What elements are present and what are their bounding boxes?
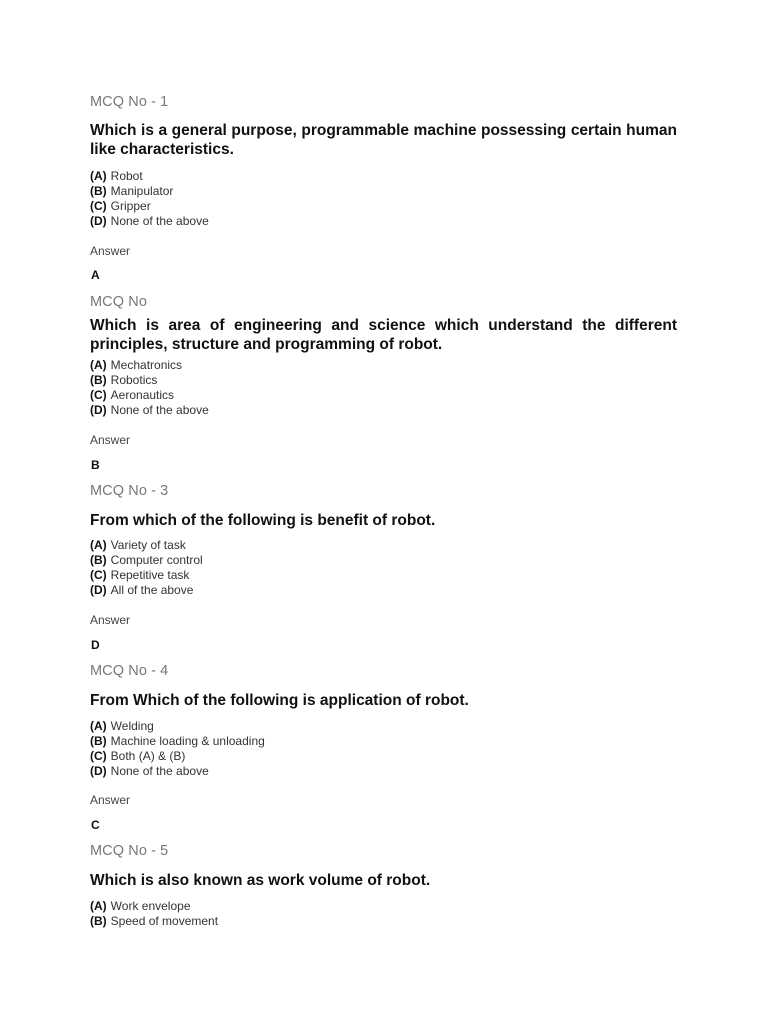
option-text: Computer control [110,553,203,567]
answer-value: D [91,638,100,652]
mcq-label: MCQ No - 3 [90,483,169,499]
option-item [90,373,209,388]
option-item [90,749,265,764]
answer-value: C [91,818,100,832]
option-key: (B) [90,553,107,567]
option-key: (A) [90,358,107,372]
option-item [90,553,203,568]
answer-label: Answer [90,433,131,447]
option-text: Robot [110,169,143,183]
option-item [90,358,209,373]
question-text: Which is also known as work volume of robot. [90,872,431,889]
option-item [90,764,265,779]
option-key: (D) [90,583,107,597]
option-key: (C) [90,749,107,763]
option-text: Both (A) & (B) [110,749,186,763]
option-key: (B) [90,734,107,748]
option-text: Repetitive task [110,568,190,582]
option-text: Welding [110,719,154,733]
option-text: Speed of movement [110,914,219,928]
option-text: Robotics [110,373,158,387]
option-item [90,568,203,583]
option-item [90,583,203,598]
option-item [90,719,265,734]
option-key: (C) [90,388,107,402]
option-text: All of the above [110,583,194,597]
option-text: None of the above [110,214,209,228]
option-text: Manipulator [110,184,174,198]
option-text: Aeronautics [110,388,175,402]
option-item [90,734,265,749]
option-text: Variety of task [110,538,186,552]
options-list [90,169,209,229]
option-item [90,538,203,553]
question-text: From which of the following is benefit of robot. [90,512,436,529]
option-item [90,403,209,418]
answer-label: Answer [90,793,131,807]
option-key: (D) [90,403,107,417]
option-key: (C) [90,568,107,582]
option-key: (A) [90,719,107,733]
option-key: (B) [90,373,107,387]
option-key: (C) [90,199,107,213]
option-item [90,388,209,403]
option-item [90,214,209,229]
question-text: Which is a general purpose, programmable machine possessing certain human like characteristics. [90,122,677,158]
mcq-label: MCQ No - 5 [90,843,169,859]
option-text: Work envelope [110,899,191,913]
mcq-label: MCQ No - 1 [90,94,169,110]
options-list [90,538,203,598]
option-key: (B) [90,914,107,928]
option-item [90,914,218,929]
option-text: Machine loading & unloading [110,734,265,748]
option-item [90,199,209,214]
option-text: Gripper [110,199,151,213]
options-list [90,719,265,779]
option-key: (D) [90,214,107,228]
answer-value: A [91,268,100,282]
options-list [90,899,218,929]
answer-label: Answer [90,244,131,258]
option-key: (D) [90,764,107,778]
option-item [90,169,209,184]
option-item [90,899,218,914]
mcq-label: MCQ No [90,294,147,310]
question-text: From Which of the following is application of robot. [90,692,469,709]
option-key: (A) [90,899,107,913]
option-item [90,184,209,199]
option-key: (A) [90,169,107,183]
option-key: (A) [90,538,107,552]
option-text: None of the above [110,764,209,778]
answer-label: Answer [90,613,131,627]
answer-value: B [91,458,100,472]
question-text: Which is area of engineering and science which understand the different principles, structure and programming of robot. [90,317,677,353]
option-text: Mechatronics [110,358,183,372]
option-text: None of the above [110,403,209,417]
options-list [90,358,209,418]
option-key: (B) [90,184,107,198]
mcq-label: MCQ No - 4 [90,663,169,679]
